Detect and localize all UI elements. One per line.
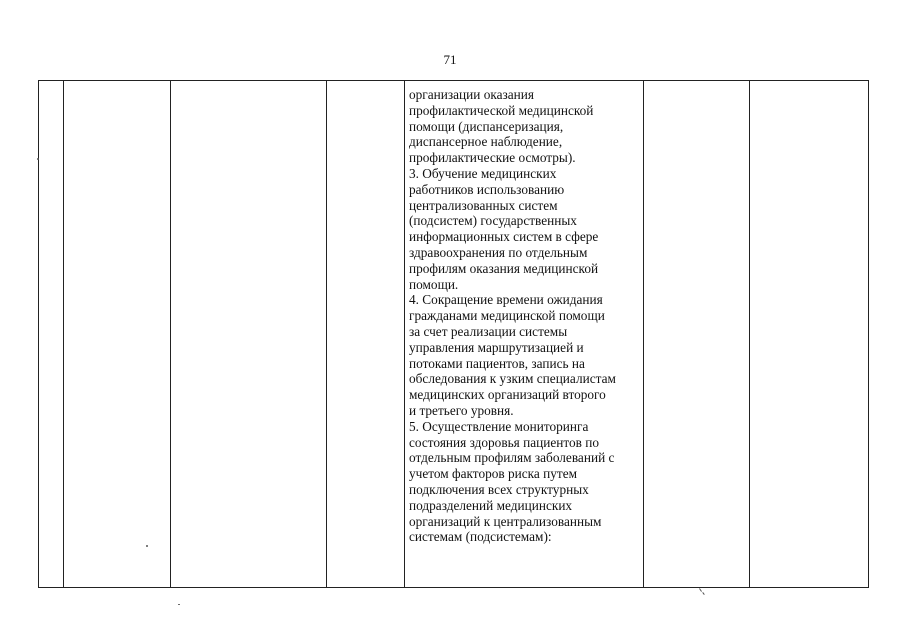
scan-speck bbox=[178, 604, 180, 605]
text-line: подразделений медицинских bbox=[409, 497, 573, 513]
text-line: потоками пациентов, запись на bbox=[409, 355, 585, 371]
scan-speck bbox=[702, 592, 705, 595]
text-line: централизованных систем bbox=[409, 197, 558, 213]
text-line: помощи (диспансеризация, bbox=[409, 118, 564, 134]
table-cell-col-7 bbox=[750, 81, 869, 588]
text-line: организаций к централизованным bbox=[409, 513, 602, 529]
document-table bbox=[38, 80, 869, 588]
text-line: 4. Сокращение времени ожидания bbox=[409, 292, 603, 308]
text-line: помощи. bbox=[409, 276, 459, 292]
text-line: за счет реализации системы bbox=[409, 323, 568, 339]
table-cell-col-4 bbox=[327, 81, 405, 588]
table-cell-col-6 bbox=[644, 81, 750, 588]
scan-speck bbox=[37, 158, 39, 160]
text-line: профилактической медицинской bbox=[409, 102, 594, 118]
text-line: отдельным профилям заболеваний с bbox=[409, 450, 615, 466]
text-line: обследования к узким специалистам bbox=[409, 371, 616, 387]
text-line: профилям оказания медицинской bbox=[409, 260, 599, 276]
table-cell-col-3 bbox=[171, 81, 327, 588]
text-line: (подсистем) государственных bbox=[409, 213, 577, 229]
scan-speck bbox=[146, 545, 148, 547]
text-line: управления маршрутизацией и bbox=[409, 339, 584, 355]
text-line: профилактические осмотры). bbox=[409, 150, 576, 166]
text-line: организации оказания bbox=[409, 87, 535, 102]
table-cell-col-1 bbox=[39, 81, 64, 588]
text-line: и третьего уровня. bbox=[409, 402, 514, 418]
text-line: работников использованию bbox=[409, 181, 565, 197]
text-line: системам (подсистемам): bbox=[409, 529, 552, 545]
text-line: информационных систем в сфере bbox=[409, 229, 599, 245]
text-line: состояния здоровья пациентов по bbox=[409, 434, 600, 450]
page-number: 71 bbox=[443, 52, 457, 67]
text-line: 5. Осуществление мониторинга bbox=[409, 418, 589, 434]
text-line: медицинских организаций второго bbox=[409, 387, 606, 403]
text-line: гражданами медицинской помощи bbox=[409, 308, 605, 324]
text-line: 3. Обучение медицинских bbox=[409, 165, 557, 181]
text-line: здравоохранения по отдельным bbox=[409, 244, 588, 260]
measures-text bbox=[405, 81, 643, 545]
text-line: диспансерное наблюдение, bbox=[409, 134, 563, 150]
table-cell-col-5 bbox=[405, 81, 644, 588]
text-line: учетом факторов риска путем bbox=[409, 466, 578, 482]
table-cell-col-2 bbox=[64, 81, 171, 588]
table-row bbox=[39, 81, 869, 588]
text-line: подключения всех структурных bbox=[409, 481, 589, 497]
